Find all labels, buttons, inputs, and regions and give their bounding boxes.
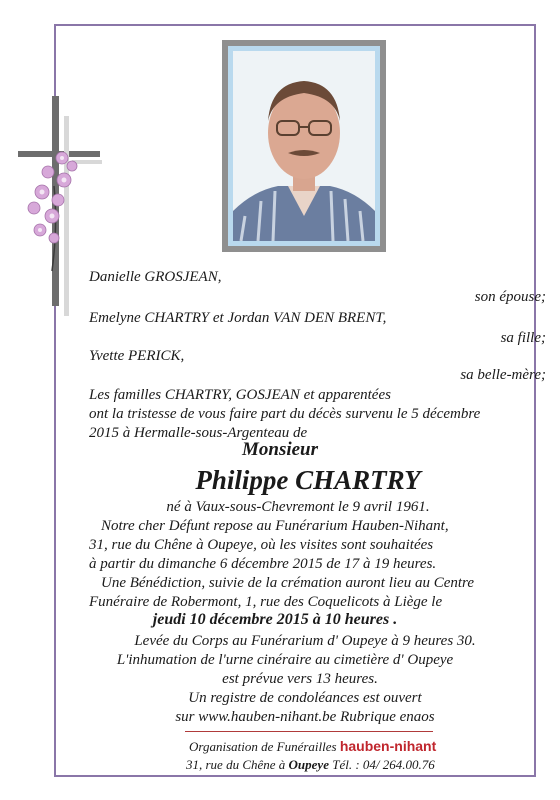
closing-line: L'inhumation de l'urne cinéraire au cimetière d' Oupeye (116, 652, 454, 668)
ceremony-date: jeudi 10 décembre 2015 à 10 heures . (152, 611, 398, 628)
announcement-line: 2015 à Hermalle-sous-Argenteau de (89, 425, 308, 441)
detail-line: Une Bénédiction, suivie de la crémation auront lieu au Centre (101, 575, 474, 591)
detail-line: à partir du dimanche 6 décembre 2015 de 17 à 19 heures. (89, 556, 437, 572)
honorific: Monsieur (241, 439, 319, 460)
closing-line: Levée du Corps au Funérarium d' Oupeye à 9 heures 30. (134, 633, 476, 649)
footer-divider (185, 731, 433, 732)
footer-phone: Tél. : 04/ 264.00.76 (332, 757, 435, 772)
footer-org-prefix: Organisation de Funérailles (189, 739, 337, 754)
birth-info: né à Vaux-sous-Chevremont le 9 avril 1961. (166, 499, 430, 515)
portrait-image (233, 51, 375, 241)
closing-line: Un registre de condoléances est ouvert (188, 690, 422, 706)
closing-line: est prévue vers 13 heures. (222, 671, 378, 687)
announcement-line: ont la tristesse de vous faire part du décès survenu le 5 décembre (89, 406, 481, 422)
family-role-2: sa fille; (500, 330, 546, 346)
footer-organisation (189, 737, 436, 756)
family-role-3: sa belle-mère; (460, 367, 546, 383)
announcement-line: Les familles CHARTRY, GOSJEAN et apparentées (89, 387, 391, 403)
portrait-photo (222, 40, 386, 252)
footer-town: Oupeye (288, 757, 329, 772)
detail-line: Funéraire de Robermont, 1, rue des Coquelicots à Liège le (89, 594, 443, 610)
detail-line: 31, rue du Chêne à Oupeye, où les visites sont souhaitées (89, 537, 434, 553)
footer-address-prefix: 31, rue du Chêne à (186, 757, 286, 772)
detail-line: Notre cher Défunt repose au Funérarium Hauben-Nihant, (101, 518, 449, 534)
family-line-3: Yvette PERICK, (89, 348, 185, 364)
family-line-1: Danielle GROSJEAN, (89, 269, 222, 285)
footer-address (186, 756, 435, 774)
family-role-1: son épouse; (474, 289, 546, 305)
family-line-2: Emelyne CHARTRY et Jordan VAN DEN BRENT, (89, 310, 387, 326)
website-line[interactable]: sur www.hauben-nihant.be Rubrique enaos (175, 709, 435, 725)
deceased-name: Philippe CHARTRY (195, 465, 421, 495)
brand-logo: hauben-nihant (339, 738, 437, 754)
